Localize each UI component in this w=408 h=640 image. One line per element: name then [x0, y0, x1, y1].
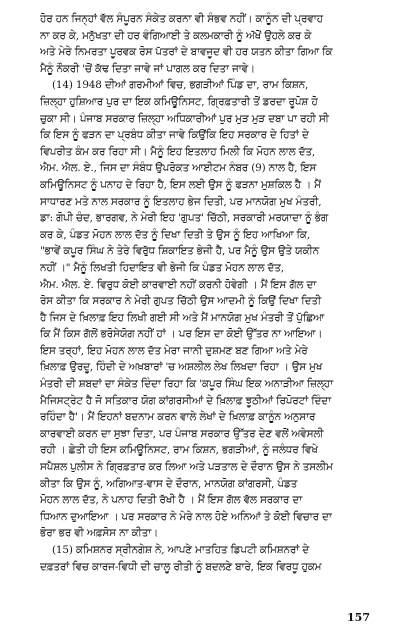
- text-line: ਜ਼ਿਲ੍ਹਾ ਹੁਸ਼ਿਆਰ ਪੁਰ ਦਾ ਇਕ ਕਮਿਊਨਿਸਟ, ਗ੍ਰਿਫ਼ਤਾਰੀ ਤੋਂ ਡਰਦਾ ਰੂਪੋਸ਼ ਹੋ: [40, 95, 318, 108]
- text-line: ਸਾਧਾਰਣ ਮਤੇ ਨਾਲ ਸਰਕਾਰ ਨੂੰ ਇਤਲਾਹ ਭੇਜ ਦਿਤੀ, ਪਰ ਮਾਨਯੋਗ ਮੁਖ ਮੰਤਰੀ,: [40, 195, 322, 208]
- text-line: ਵਿਪਰੀਤ ਕੰਮ ਕਰ ਰਿਹਾ ਸੀ। ਮੈਨੂੰ ਇਹ ਇਤਲਾਹ ਮਿਲੀ ਕਿ ਮੋਹਨ ਲਾਲ ਦੱਤ,: [40, 145, 315, 158]
- text-line: ਕੀਤਾ ਕਿ ਉਸ ਨੂੰ, ਅਗਿਆਤ-ਵਾਸ ਦੇ ਦੌਰਾਨ, ਮਾਨਯੋਗ ਕਾਂਗਰਸੀ, ਪੰਡਤ: [40, 477, 298, 490]
- paragraph: [40, 77, 377, 542]
- text-line: ਰੋਸ ਕੀਤਾ ਕਿ ਸਰਕਾਰ ਨੇ ਮੇਰੀ ਗੁਪਤ ਚਿੱਠੀ ਉਸ ਆਦਮੀ ਨੂੰ ਕਿਉਂ ਦਿਖਾ ਦਿਤੀ: [40, 295, 321, 308]
- text-line: ਕਮਿਊਨਿਸਟ ਨੂੰ ਪਨਾਹ ਦੇ ਰਿਹਾ ਹੈ, ਇਸ ਲਈ ਉਸ ਨੂੰ ਫੜਨਾ ਮੁਸ਼ਕਿਲ ਹੈ । ਮੈਂ: [40, 178, 321, 191]
- text-line: ਰਹਿੰਦਾ ਹੈ'। ਮੈਂ ਇਹਨਾਂ ਬਦਨਾਮ ਕਰਨ ਵਾਲੇ ਲੇਖਾਂ ਦੇ ਖ਼ਿਲਾਫ਼ ਕਾਨੂੰਨ ਅਨੁਸਾਰ: [40, 411, 316, 424]
- page-number: 157: [347, 611, 370, 624]
- text-line: ਮੈਨੂੰ ਨੌਕਰੀ 'ਚੋਂ ਕੱਢ ਦਿਤਾ ਜਾਵੇ ਜਾਂ ਪਾਗਲ ਕਰ ਦਿਤਾ ਜਾਵੇ।: [40, 62, 255, 75]
- text-line: ਖ਼ਿਲਾਫ਼ ਉਰਦੂ, ਹਿੰਦੀ ਦੇ ਅਖ਼ਬਾਰਾਂ 'ਚ ਅਸ਼ਲੀਲ ਲੇਖ ਲਿਖਦਾ ਰਿਹਾ । ਉਸ ਮੁਖ: [40, 361, 323, 374]
- text-line: ਦਫ਼ਤਰਾਂ ਵਿਚ ਕਾਰਜ-ਵਿਧੀ ਦੀ ਚਾਲੂ ਰੀਤੀ ਨੂੰ ਬਦਲਣੇ ਬਾਰੇ, ਇਕ ਵਿਰਧੂ ਹੁਕਮ: [40, 560, 322, 573]
- text-line: ਰਹੀ । ਛੇਤੀ ਹੀ ਇਸ ਕਮਿਊਨਿਸਟ, ਰਾਮ ਕਿਸ਼ਨ, ਭਗੜੀਆਂ, ਨੂੰ ਜਲੰਧਰ ਵਿਖੇ: [40, 444, 318, 457]
- text-line: ਹੋਰ ਹਨ ਜਿਨ੍ਹਾਂ ਵੱਲ ਸੰਪੂਰਨ ਸੰਕੇਤ ਕਰਨਾ ਵੀ ਸੰਭਵ ਨਹੀਂ। ਕਾਨੂੰਨ ਦੀ ਪ੍ਰਵਾਹ: [40, 13, 323, 25]
- text-line: ਮੰਤਰੀ ਦੀ ਸ਼ਬਦਾਂ ਦਾ ਸੰਕੇਤ ਦਿੰਦਾ ਰਿਹਾ ਕਿ 'ਕਪੂਰ ਸਿੰਘ ਇਕ ਅਨਾੜੀਆ ਜ਼ਿਲ੍ਹਾ: [40, 378, 333, 391]
- text-line: ਚੁਕਾ ਸੀ। ਪੰਜਾਬ ਸਰਕਾਰ ਜ਼ਿਲ੍ਹਾ ਅਧਿਕਾਰੀਆਂ ਪੁਰ ਮੁੜ ਮੁੜ ਦਬਾ ਪਾ ਰਹੀ ਸੀ: [40, 112, 329, 125]
- text-line: ਮੋਹਨ ਲਾਲ ਦੱਤ, ਨੇ ਪਨਾਹ ਦਿਤੀ ਰੱਖੀ ਹੈ । ਮੈਂ ਇਸ ਗੱਲ ਵੱਲ ਸਰਕਾਰ ਦਾ: [40, 494, 303, 507]
- text-line: ਧਿਆਨ ਦੁਆਇਆ । ਪਰ ਸਰਕਾਰ ਨੇ ਮੇਰੇ ਨਾਲ ਹੋਏ ਅਨਿਆਂ ਤੇ ਕੋਈ ਵਿਚਾਰ ਦਾ: [40, 510, 332, 523]
- body-text: [40, 11, 377, 575]
- text-line: ਹੈ ਜਿਸ ਦੇ ਖ਼ਿਲਾਫ਼ ਇਹ ਲਿਖੀ ਗਈ ਸੀ ਅਤੇ ਮੈਂ ਮਾਨਯੋਗ ਮੁਖ ਮੰਤਰੀ ਤੋਂ ਪੁੱਛਿਆ: [40, 311, 325, 324]
- text-line: ਡਾ: ਗੋਪੀ ਚੰਦ, ਭਾਰਗਵ, ਨੇ ਮੇਰੀ ਇਹ 'ਗੁਪਤ' ਚਿੱਠੀ, ਸਰਕਾਰੀ ਮਰਯਾਦਾ ਨੂੰ ਭੰਗ: [40, 212, 329, 225]
- text-line: ਕਿ ਮੈਂ ਕਿਸ ਗੱਲੋਂ ਭਰੋਸੇਯੋਗ ਨਹੀਂ ਹਾਂ । ਪਰ ਇਸ ਦਾ ਕੋਈ ਉੱਤਰ ਨਾ ਆਇਆ।: [40, 328, 323, 341]
- text-line: ਅਤੇ ਮੇਰੇ ਨਿਮਰਤਾ ਪੂਰਵਕ ਰੋਸ ਪੱਤਰਾਂ ਦੇ ਬਾਵਜੂਦ ਵੀ ਹਰ ਯਤਨ ਕੀਤਾ ਗਿਆ ਕਿ: [40, 46, 333, 59]
- text-line: ਕਾਰਵਾਈ ਕਰਨ ਦਾ ਸੁਝਾ ਦਿਤਾ, ਪਰ ਪੰਜਾਬ ਸਰਕਾਰ ਉੱਤਰ ਦੇਣ ਵਲੋਂ ਅਵੇਸਲੀ: [40, 427, 324, 440]
- text-line: ਇਸ ਤਰ੍ਹਾਂ, ਇਹ ਮੋਹਨ ਲਾਲ ਦੱਤ ਮੇਰਾ ਜਾਨੀ ਦੁਸ਼ਮਣ ਬਣ ਗਿਆ ਅਤੇ ਮੇਰੇ: [40, 344, 308, 357]
- text-line: ਐਮ. ਐਲ. ਏ., ਜਿਸ ਦਾ ਸੰਬੰਧ ਉਪਰੋਕਤ ਆਈਟਮ ਨੰਬਰ (9) ਨਾਲ ਹੈ, ਇਸ: [40, 162, 317, 175]
- text-line: ਸਪੈਸ਼ਲ ਪੁਲੀਸ ਨੇ ਗ੍ਰਿਫ਼ਤਾਰ ਕਰ ਲਿਆ ਅਤੇ ਪੜਤਾਲ ਦੇ ਦੌਰਾਨ ਉਸ ਨੇ ਤਸਲੀਮ: [40, 461, 333, 474]
- text-line: "ਭਾਵੇਂ ਕਪੂਰ ਸਿੰਘ ਨੇ ਤੇਰੇ ਵਿਰੁੱਧ ਸ਼ਿਕਾਇਤ ਭੇਜੀ ਹੈ, ਪਰ ਮੈਨੂੰ ਉਸ ਉਤੇ ਯਕੀਨ: [40, 245, 319, 258]
- text-line: ਮੈਜਿਸਟ੍ਰੇਟ ਹੈ ਜੋ ਸਤਿਕਾਰ ਯੋਗ ਕਾਂਗਰਸੀਆਂ ਦੇ ਖ਼ਿਲਾਫ਼ ਝੂਠੀਆਂ ਰਿਪੋਰਟਾਂ ਦਿੰਦਾ: [40, 394, 331, 407]
- text-line: ਭੋਰਾ ਭਰ ਵੀ ਅਫ਼ਸੋਸ ਨਾ ਕੀਤਾ।: [40, 527, 158, 540]
- text-line: (14) 1948 ਦੀਆਂ ਗਰਮੀਆਂ ਵਿਚ, ਭਗੜੀਆਂ ਪਿੰਡ ਦਾ, ਰਾਮ ਕਿਸ਼ਨ,: [52, 79, 309, 92]
- paragraph: [40, 542, 377, 575]
- text-line: ਐਮ. ਐਲ. ਏ. ਵਿਰੁਧ ਕੋਈ ਕਾਰਵਾਈ ਨਹੀਂ ਕਰਨੀ ਹੋਵੇਗੀ । ਮੈਂ ਇਸ ਗੱਲ ਦਾ: [40, 278, 317, 291]
- text-line: ਨਹੀਂ ।" ਮੈਨੂੰ ਲਿਖਤੀ ਹਿਦਾਇਤ ਵੀ ਭੇਜੀ ਕਿ ਪੰਡਤ ਮੋਹਨ ਲਾਲ ਦੱਤ,: [40, 261, 284, 274]
- text-line: ਨਾ ਕਰ ਕੇ, ਮਨੁੱਖਤਾ ਦੀ ਹਰ ਵੰਗਿਆਈ ਤੇ ਕਲਮਕਾਰੀ ਨੂੰ ਅੱਖੋਂ ਉਹਲੇ ਕਰ ਕੇ: [40, 29, 312, 42]
- paragraph: [40, 11, 377, 77]
- text-line: ਕਰ ਕੇ, ਪੰਡਤ ਮੋਹਨ ਲਾਲ ਦੱਤ ਨੂੰ ਦਿਖਾ ਦਿਤੀ ਤੇ ਉਸ ਨੂੰ ਇਹ ਆਖਿਆ ਕਿ,: [40, 228, 310, 241]
- text-line: (15) ਕਮਿਸ਼ਨਰ ਸ੍ਰੀਨਗੇਸ਼ ਨੇ, ਆਪਣੇ ਮਾਤਹਿਤ ਡਿਪਟੀ ਕਮਿਸ਼ਨਰਾਂ ਦੇ: [52, 544, 309, 556]
- text-line: ਕਿ ਇਸ ਨੂੰ ਫੜਨ ਦਾ ਪ੍ਰਬੰਧ ਕੀਤਾ ਜਾਵੇ ਕਿਉਂਕਿ ਇਹ ਸਰਕਾਰ ਦੇ ਹਿਤਾਂ ਦੇ: [40, 129, 309, 142]
